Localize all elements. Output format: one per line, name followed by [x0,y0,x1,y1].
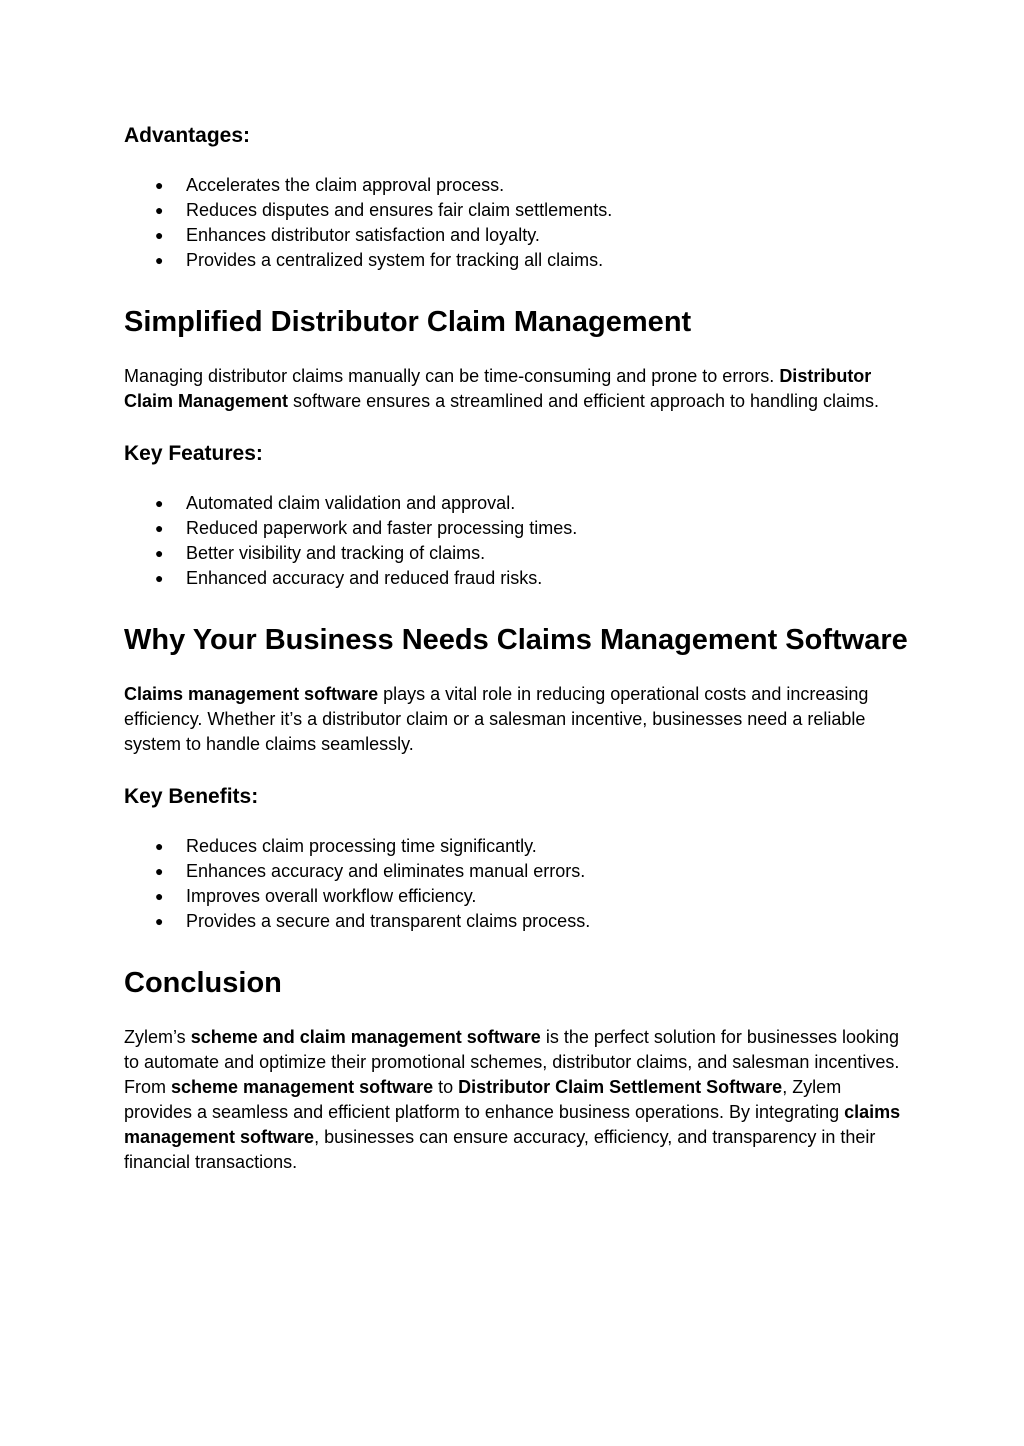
advantages-list [124,173,914,273]
conclusion-paragraph: Zylem’s scheme and claim management software is the perfect solution for businesses looking to automate and optimize their promotional schemes, distributor claims, and salesman incentives. From scheme management software to Distributor Claim Settlement Software, Zylem provides a seamless and efficient platform to enhance business operations. By integrating claims management software, businesses can ensure accuracy, efficiency, and transparency in their financial transactions. [124,1027,901,1172]
conclusion-heading: Conclusion [124,967,282,999]
list-item: ● Provides a secure and transparent claims process. [124,909,914,934]
list-item: ● Better visibility and tracking of claims. [124,541,914,566]
list-item: ● Reduced paperwork and faster processing times. [124,516,914,541]
bullet-icon: ● [155,202,164,218]
list-item: ● Reduces claim processing time significantly. [124,834,914,859]
bullet-icon: ● [155,252,164,268]
list-item: ● Reduces disputes and ensures fair claim settlements. [124,198,914,223]
bullet-icon: ● [155,838,164,854]
features-list [124,491,914,591]
list-item: ● Automated claim validation and approval. [124,491,914,516]
document-content [124,121,914,1175]
benefits-list [124,834,914,934]
bullet-icon: ● [155,888,164,904]
bullet-icon: ● [155,227,164,243]
bullet-icon: ● [155,495,164,511]
list-item: ● Provides a centralized system for tracking all claims. [124,248,914,273]
bullet-icon: ● [155,913,164,929]
bullet-icon: ● [155,177,164,193]
list-item: ● Enhances accuracy and eliminates manual errors. [124,859,914,884]
why-paragraph: Claims management software plays a vital role in reducing operational costs and increasing efficiency. Whether it’s a distributor claim or a salesman incentive, businesses need a reliable system to handle claims seamlessly. [124,684,869,754]
list-item: ● Enhanced accuracy and reduced fraud risks. [124,566,914,591]
list-item: ● Enhances distributor satisfaction and loyalty. [124,223,914,248]
advantages-heading: Advantages: [124,124,251,147]
list-item: ● Accelerates the claim approval process. [124,173,914,198]
benefits-heading: Key Benefits: [124,785,259,808]
bullet-icon: ● [155,520,164,536]
features-heading: Key Features: [124,442,263,465]
bullet-icon: ● [155,545,164,561]
simplified-heading: Simplified Distributor Claim Management [124,306,692,338]
bullet-icon: ● [155,863,164,879]
simplified-paragraph: Managing distributor claims manually can be time-consuming and prone to errors. Distributor Claim Management software ensures a streamlined and efficient approach to handling claims. [124,366,880,411]
bullet-icon: ● [155,570,164,586]
why-heading: Why Your Business Needs Claims Management Software [124,624,908,656]
list-item: ● Improves overall workflow efficiency. [124,884,914,909]
